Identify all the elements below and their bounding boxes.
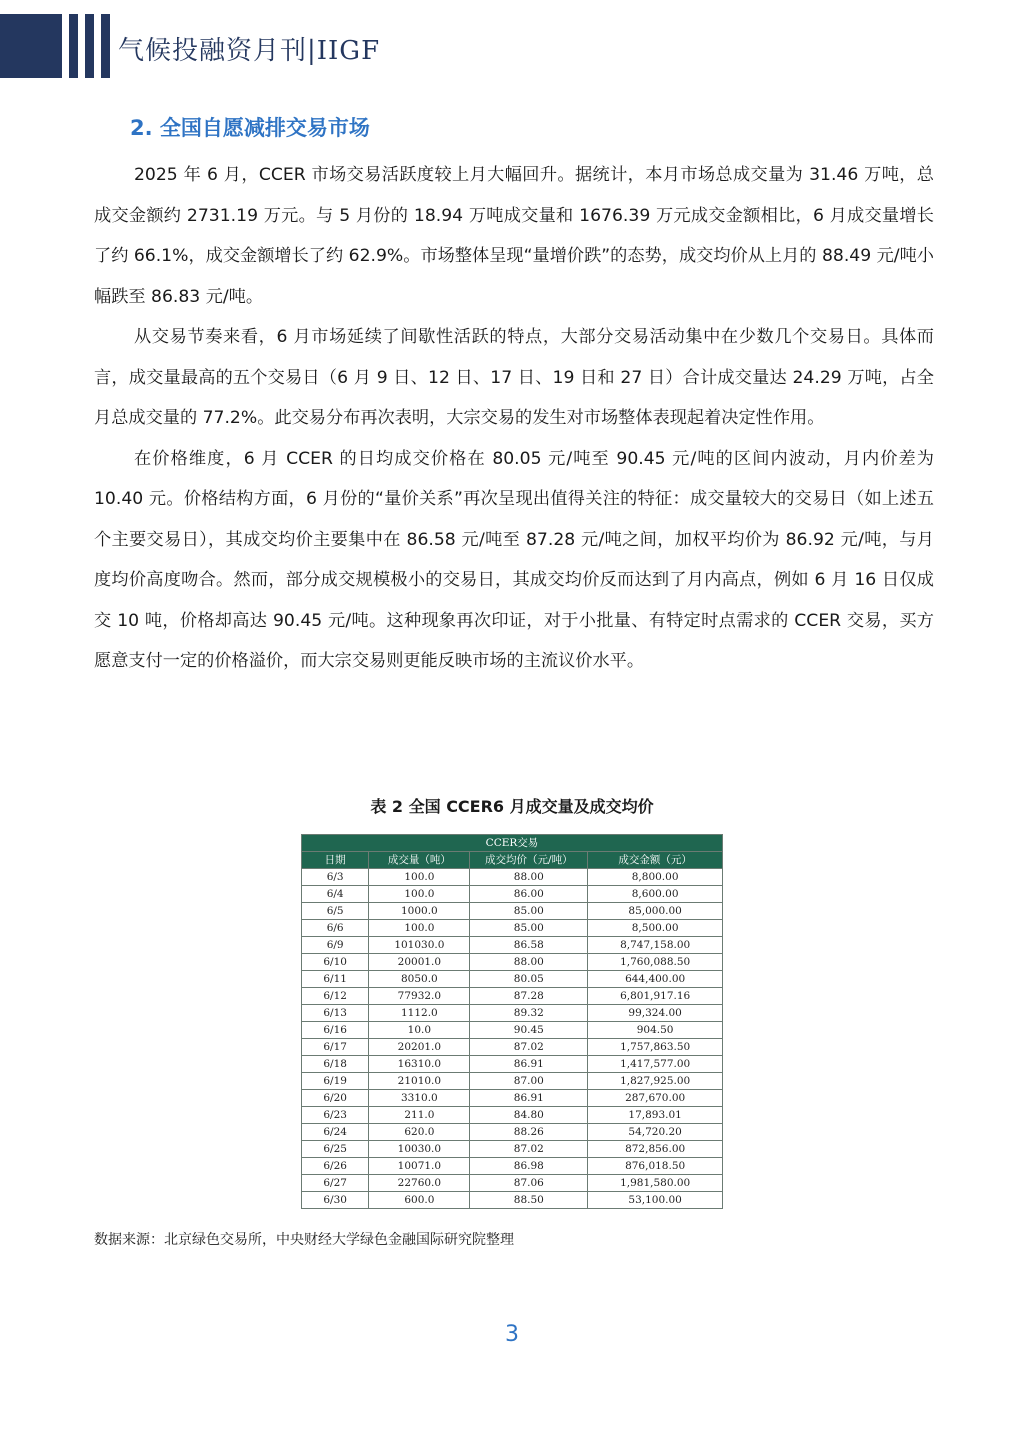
paragraph: 2025 年 6 月，CCER 市场交易活跃度较上月大幅回升。据统计，本月市场总成交量为 31.46 万吨，总成交金额约 2731.19 万元。与 5 月份的 18.94 万吨成交量和 1676.39 万元成交金额相比，6 月成交量增长了约 66.1%，成交金额增长了约 62.9%。市场整体呈现“量增价跌”的态势，成交均价从上月的 88.49 元/吨小幅跌至 86.83 元/吨。 xyxy=(94,165,934,307)
amount-cell: 1,827,925.00 xyxy=(588,1073,723,1090)
amount-cell: 904.50 xyxy=(588,1022,723,1039)
avg-price-cell: 87.02 xyxy=(470,1039,588,1056)
paragraph: 在价格维度，6 月 CCER 的日均成交价格在 80.05 元/吨至 90.45 元/吨的区间内波动，月内价差为 10.40 元。价格结构方面，6 月份的“量价关系”再次呈现出值得关注的特征：成交量较大的交易日（如上述五个主要交易日），其成交均价主要集中在 86.58 元/吨至 87.28 元/吨之间，加权平均价为 86.92 元/吨，与月度均价高度吻合。然而，部分成交规模极小的交易日，其成交均价反而达到了月内高点，例如 6 月 16 日仅成交 10 吨，价格却高达 90.45 元/吨。这种现象再次印证，对于小批量、有特定时点需求的 CCER 交易，买方愿意支付一定的价格溢价，而大宗交易则更能反映市场的主流议价水平。 xyxy=(94,448,934,671)
volume-cell: 211.0 xyxy=(369,1107,470,1124)
avg-price-cell: 86.98 xyxy=(470,1158,588,1175)
table-row xyxy=(302,1005,723,1022)
ccer-trading-table xyxy=(301,834,723,1209)
date-cell: 6/27 xyxy=(302,1175,369,1192)
page-number: 3 xyxy=(505,1322,519,1347)
table-row xyxy=(302,1124,723,1141)
volume-cell: 20201.0 xyxy=(369,1039,470,1056)
volume-cell: 21010.0 xyxy=(369,1073,470,1090)
date-cell: 6/13 xyxy=(302,1005,369,1022)
table-body xyxy=(302,869,723,1209)
date-cell: 6/16 xyxy=(302,1022,369,1039)
volume-cell: 101030.0 xyxy=(369,937,470,954)
volume-cell: 100.0 xyxy=(369,920,470,937)
amount-cell: 53,100.00 xyxy=(588,1192,723,1209)
date-cell: 6/23 xyxy=(302,1107,369,1124)
avg-price-cell: 87.06 xyxy=(470,1175,588,1192)
amount-cell: 1,981,580.00 xyxy=(588,1175,723,1192)
date-cell: 6/3 xyxy=(302,869,369,886)
date-cell: 6/17 xyxy=(302,1039,369,1056)
amount-cell: 872,856.00 xyxy=(588,1141,723,1158)
table-row xyxy=(302,988,723,1005)
table-row xyxy=(302,1158,723,1175)
table-row xyxy=(302,1141,723,1158)
avg-price-cell: 89.32 xyxy=(470,1005,588,1022)
date-cell: 6/6 xyxy=(302,920,369,937)
date-cell: 6/26 xyxy=(302,1158,369,1175)
table-row xyxy=(302,869,723,886)
volume-cell: 10071.0 xyxy=(369,1158,470,1175)
amount-cell: 8,500.00 xyxy=(588,920,723,937)
avg-price-cell: 85.00 xyxy=(470,920,588,937)
table-row xyxy=(302,1073,723,1090)
amount-cell: 287,670.00 xyxy=(588,1090,723,1107)
date-cell: 6/9 xyxy=(302,937,369,954)
table-row xyxy=(302,1039,723,1056)
column-header-volume: 成交量（吨） xyxy=(369,852,470,869)
table-row xyxy=(302,954,723,971)
table-group-header: CCER交易 xyxy=(302,835,723,852)
date-cell: 6/24 xyxy=(302,1124,369,1141)
header-bar-stripe xyxy=(85,14,94,78)
avg-price-cell: 86.91 xyxy=(470,1090,588,1107)
avg-price-cell: 90.45 xyxy=(470,1022,588,1039)
volume-cell: 3310.0 xyxy=(369,1090,470,1107)
amount-cell: 1,417,577.00 xyxy=(588,1056,723,1073)
avg-price-cell: 86.91 xyxy=(470,1056,588,1073)
column-header-date: 日期 xyxy=(302,852,369,869)
section-heading: 2. 全国自愿减排交易市场 xyxy=(130,116,370,140)
volume-cell: 620.0 xyxy=(369,1124,470,1141)
avg-price-cell: 85.00 xyxy=(470,903,588,920)
table-row xyxy=(302,1022,723,1039)
avg-price-cell: 84.80 xyxy=(470,1107,588,1124)
date-cell: 6/30 xyxy=(302,1192,369,1209)
amount-cell: 644,400.00 xyxy=(588,971,723,988)
volume-cell: 22760.0 xyxy=(369,1175,470,1192)
amount-cell: 876,018.50 xyxy=(588,1158,723,1175)
table-caption: 表 2 全国 CCER6 月成交量及成交均价 xyxy=(370,797,654,816)
header-bar-stripe xyxy=(101,14,110,78)
data-source-note: 数据来源：北京绿色交易所，中央财经大学绿色金融国际研究院整理 xyxy=(94,1232,514,1248)
volume-cell: 100.0 xyxy=(369,869,470,886)
date-cell: 6/11 xyxy=(302,971,369,988)
amount-cell: 85,000.00 xyxy=(588,903,723,920)
volume-cell: 8050.0 xyxy=(369,971,470,988)
volume-cell: 600.0 xyxy=(369,1192,470,1209)
volume-cell: 100.0 xyxy=(369,886,470,903)
volume-cell: 10.0 xyxy=(369,1022,470,1039)
date-cell: 6/10 xyxy=(302,954,369,971)
avg-price-cell: 80.05 xyxy=(470,971,588,988)
amount-cell: 8,800.00 xyxy=(588,869,723,886)
avg-price-cell: 87.00 xyxy=(470,1073,588,1090)
avg-price-cell: 88.00 xyxy=(470,869,588,886)
avg-price-cell: 87.02 xyxy=(470,1141,588,1158)
volume-cell: 20001.0 xyxy=(369,954,470,971)
avg-price-cell: 86.00 xyxy=(470,886,588,903)
volume-cell: 77932.0 xyxy=(369,988,470,1005)
table-row xyxy=(302,1175,723,1192)
paragraph: 从交易节奏来看，6 月市场延续了间歇性活跃的特点，大部分交易活动集中在少数几个交易日。具体而言，成交量最高的五个交易日（6 月 9 日、12 日、17 日、19 日和 27 日）合计成交量达 24.29 万吨，占全月总成交量的 77.2%。此交易分布再次表明，大宗交易的发生对市场整体表现起着决定性作用。 xyxy=(94,327,934,428)
table-row xyxy=(302,1107,723,1124)
table-row xyxy=(302,920,723,937)
amount-cell: 1,760,088.50 xyxy=(588,954,723,971)
date-cell: 6/19 xyxy=(302,1073,369,1090)
date-cell: 6/18 xyxy=(302,1056,369,1073)
column-header-amount: 成交金额（元） xyxy=(588,852,723,869)
avg-price-cell: 86.58 xyxy=(470,937,588,954)
table-row xyxy=(302,937,723,954)
volume-cell: 1112.0 xyxy=(369,1005,470,1022)
avg-price-cell: 88.50 xyxy=(470,1192,588,1209)
table-row xyxy=(302,886,723,903)
amount-cell: 54,720.20 xyxy=(588,1124,723,1141)
amount-cell: 17,893.01 xyxy=(588,1107,723,1124)
amount-cell: 1,757,863.50 xyxy=(588,1039,723,1056)
amount-cell: 6,801,917.16 xyxy=(588,988,723,1005)
avg-price-cell: 88.00 xyxy=(470,954,588,971)
table-row xyxy=(302,1192,723,1209)
date-cell: 6/25 xyxy=(302,1141,369,1158)
header-bar-block xyxy=(0,14,62,78)
header-logo-bars xyxy=(0,14,110,78)
table-row xyxy=(302,971,723,988)
publication-title: 气候投融资月刊|IIGF xyxy=(118,36,381,66)
body-text xyxy=(94,155,934,682)
volume-cell: 1000.0 xyxy=(369,903,470,920)
avg-price-cell: 87.28 xyxy=(470,988,588,1005)
header-bar-stripe xyxy=(69,14,78,78)
column-header-avg-price: 成交均价（元/吨） xyxy=(470,852,588,869)
table-row xyxy=(302,1056,723,1073)
date-cell: 6/20 xyxy=(302,1090,369,1107)
volume-cell: 10030.0 xyxy=(369,1141,470,1158)
volume-cell: 16310.0 xyxy=(369,1056,470,1073)
amount-cell: 8,747,158.00 xyxy=(588,937,723,954)
date-cell: 6/12 xyxy=(302,988,369,1005)
avg-price-cell: 88.26 xyxy=(470,1124,588,1141)
table-row xyxy=(302,903,723,920)
amount-cell: 8,600.00 xyxy=(588,886,723,903)
date-cell: 6/4 xyxy=(302,886,369,903)
amount-cell: 99,324.00 xyxy=(588,1005,723,1022)
date-cell: 6/5 xyxy=(302,903,369,920)
table-row xyxy=(302,1090,723,1107)
